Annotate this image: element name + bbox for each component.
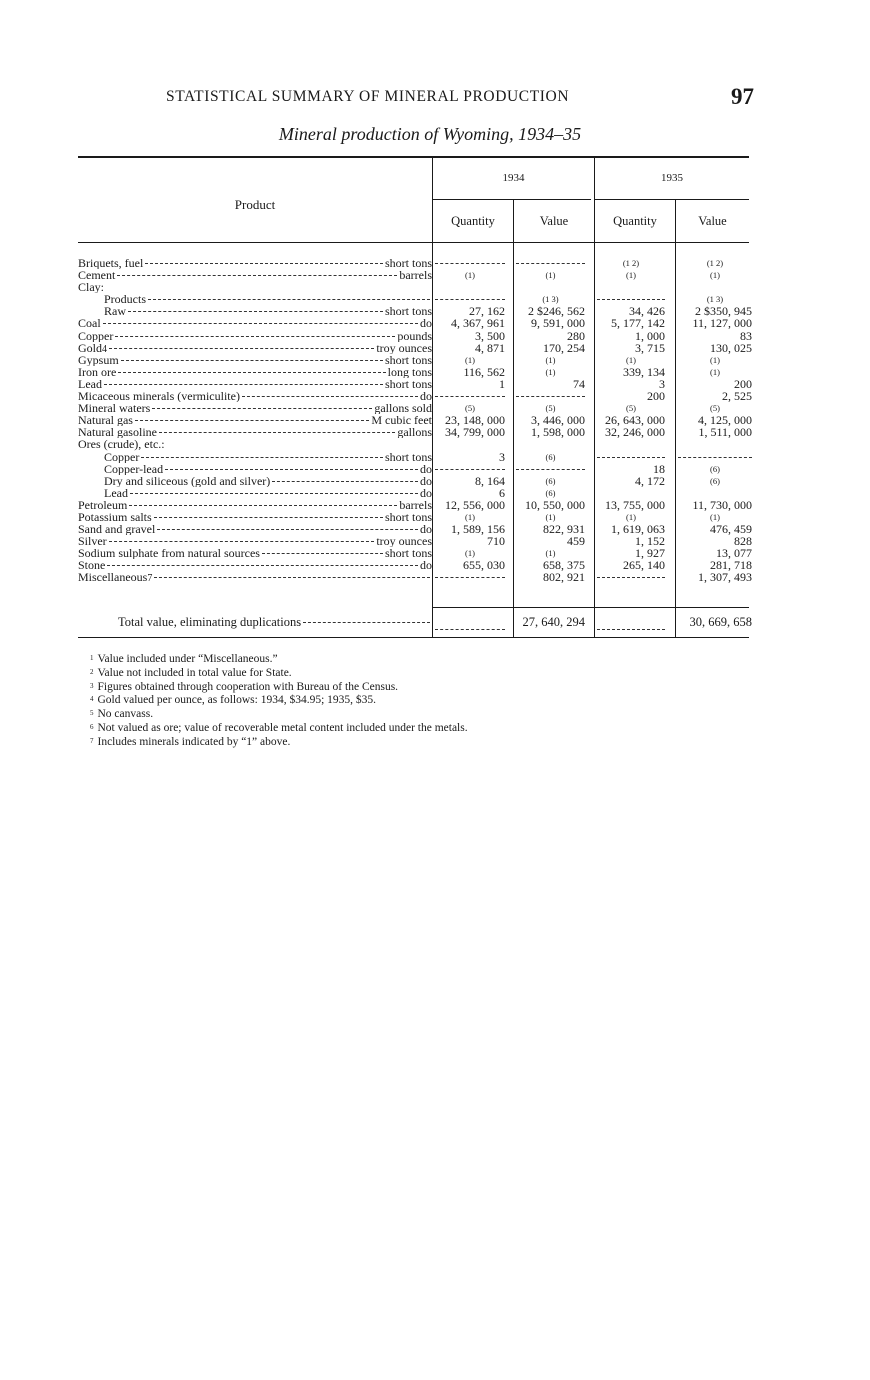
table-row — [78, 438, 758, 450]
table-row — [78, 366, 758, 378]
row-unit: pounds — [397, 329, 432, 342]
row-name: Raw — [104, 305, 126, 318]
cell-quantity-1934 — [435, 390, 505, 397]
cell-value-1934: 170, 254 — [543, 340, 585, 355]
cell-quantity-1934: 4, 871 — [475, 340, 505, 355]
table-row — [78, 269, 758, 281]
row-label — [78, 342, 432, 354]
cell-quantity-1935: 1, 000 — [635, 328, 665, 343]
dot-leader — [145, 263, 383, 264]
footnote-ref: 7 — [147, 573, 153, 584]
dot-leader — [117, 275, 397, 276]
product-header: Product — [234, 197, 276, 212]
row-name: Potassium salts — [78, 510, 152, 524]
footnote-number: 2 — [90, 667, 94, 676]
row-label — [78, 475, 432, 487]
dot-leader — [107, 565, 418, 566]
total-row — [78, 615, 758, 629]
footnote — [90, 707, 790, 721]
row-name: Lead — [78, 377, 102, 391]
cell-value-1934: (1) — [545, 366, 556, 377]
row-label — [78, 535, 432, 547]
row-label — [78, 293, 432, 305]
table-row — [78, 342, 758, 354]
cell-value-1935: 11, 730, 000 — [692, 497, 752, 512]
row-label — [78, 281, 432, 293]
cell-value-1934: 822, 931 — [543, 522, 585, 537]
cell-value-1934: 2 $246, 562 — [528, 304, 585, 319]
dot-leader — [135, 420, 369, 421]
footnote-text: Figures obtained through cooperation with Bureau of the Census. — [97, 680, 399, 693]
cell-value-1934: (1) — [545, 354, 556, 365]
cell-value-1934: (1 3) — [542, 294, 559, 305]
footnote-number: 6 — [90, 722, 94, 731]
row-name: Cement — [78, 269, 116, 282]
header-bottom-rule — [78, 242, 749, 243]
row-name: Gypsum — [78, 353, 119, 366]
row-unit: do — [420, 474, 432, 487]
cell-quantity-1935: (1) — [626, 511, 636, 522]
cell-value-1934 — [516, 390, 585, 397]
footnote-ref: 4 — [102, 343, 107, 354]
cell-value-1934: 280 — [567, 328, 585, 343]
footnote-text: Gold valued per ounce, as follows: 1934, $34.95; 1935, $35. — [97, 694, 377, 707]
cell-quantity-1934: (1) — [465, 548, 475, 559]
row-label — [78, 547, 432, 559]
row-label — [78, 571, 432, 583]
dot-leader — [165, 469, 418, 470]
row-label — [78, 269, 432, 281]
dot-leader — [104, 384, 383, 385]
row-label — [118, 615, 432, 629]
cell-value-1934: 9, 591, 000 — [531, 316, 585, 331]
cell-value-1935: (1 2) — [706, 258, 724, 268]
row-label — [78, 354, 432, 366]
cell-value-1934: (6) — [545, 487, 556, 498]
table-row — [78, 317, 758, 329]
row-name: Clay: — [78, 281, 104, 294]
cell-quantity-1934: 8, 164 — [475, 473, 505, 488]
row-name: Products — [104, 293, 146, 306]
cell-value-1935 — [678, 451, 752, 458]
dot-leader — [157, 529, 418, 530]
dot-leader — [272, 481, 418, 482]
row-label — [78, 317, 432, 329]
cell-quantity-1934: 3 — [499, 449, 505, 464]
table-row — [78, 257, 758, 269]
footnote — [90, 652, 790, 666]
running-title: STATISTICAL SUMMARY OF MINERAL PRODUCTION — [166, 88, 570, 105]
cell-quantity-1934 — [435, 257, 505, 264]
cell-value-1935: (1) — [710, 270, 720, 281]
cell-quantity-1935: 5, 177, 142 — [611, 316, 665, 331]
row-unit: short tons — [384, 353, 432, 366]
row-name: Copper — [78, 329, 114, 342]
row-label — [78, 511, 432, 523]
cell-value-1935: (1) — [710, 366, 720, 377]
row-label — [78, 390, 432, 402]
table-row — [78, 330, 758, 342]
row-unit: do — [420, 486, 432, 499]
cell-quantity-1934: 6 — [499, 485, 505, 500]
page-number: 97 — [731, 84, 754, 109]
row-label — [78, 463, 432, 475]
footnote-number: 4 — [90, 695, 94, 704]
col-header-value-1935: Value — [698, 214, 727, 228]
row-label — [78, 330, 432, 342]
row-name: Sodium sulphate from natural sources — [78, 547, 260, 560]
cell-value-1935: 2 $350, 945 — [695, 304, 752, 319]
cell-quantity-1934: 655, 030 — [463, 558, 505, 573]
footnote — [90, 735, 790, 749]
dot-leader — [130, 493, 418, 494]
cell-quantity-1934: 4, 367, 961 — [451, 316, 505, 331]
cell-value-1934 — [516, 257, 585, 264]
cell-quantity-1935: 1, 927 — [635, 546, 665, 561]
table-top-rule — [78, 156, 749, 158]
row-name: Iron ore — [78, 365, 117, 378]
row-name: Natural gas — [78, 414, 133, 427]
row-name: Petroleum — [78, 498, 128, 511]
row-unit: barrels — [399, 269, 432, 282]
row-name: Dry and siliceous (gold and silver) — [104, 474, 271, 487]
footnote — [90, 693, 790, 707]
table-row — [78, 281, 758, 293]
cell-value-1935: 83 — [740, 328, 752, 343]
total-value-1935: 30, 669, 658 — [689, 615, 752, 629]
footnote-text: Value included under “Miscellaneous.” — [97, 653, 278, 665]
cell-value-1935: 2, 525 — [722, 389, 752, 404]
year-divider-1935 — [595, 199, 749, 200]
row-unit: do — [420, 317, 432, 330]
row-name: Copper — [104, 450, 140, 463]
table-row — [78, 463, 758, 475]
footnote — [90, 666, 790, 680]
table-row — [78, 390, 758, 402]
row-name: Briquets, fuel — [78, 257, 144, 270]
row-unit: gallons — [397, 426, 432, 439]
row-name: Micaceous minerals (vermiculite) — [78, 390, 240, 403]
dot-leader — [128, 311, 383, 312]
year-header-1934: 1934 — [502, 172, 525, 184]
cell-quantity-1935: 3, 715 — [635, 340, 665, 355]
cell-quantity-1935: (5) — [626, 403, 636, 414]
row-name: Coal — [78, 317, 101, 330]
row-unit: short tons — [384, 450, 432, 463]
footnote-text: No canvass. — [97, 708, 154, 721]
cell-value-1934: 1, 598, 000 — [531, 425, 585, 440]
dot-leader — [262, 553, 383, 554]
footnote-number: 1 — [90, 654, 94, 662]
row-name: Copper-lead — [104, 462, 164, 475]
dot-leader — [154, 517, 383, 518]
cell-quantity-1935: 13, 755, 000 — [605, 497, 665, 512]
row-name: Total value, eliminating duplications — [118, 615, 302, 629]
cell-quantity-1935 — [597, 451, 665, 458]
cell-quantity-1934: 3, 500 — [475, 328, 505, 343]
cell-quantity-1935: 1, 619, 063 — [611, 522, 665, 537]
cell-value-1935: 4, 125, 000 — [698, 413, 752, 428]
dot-leader — [103, 323, 418, 324]
footnotes — [90, 652, 790, 749]
cell-quantity-1935 — [597, 293, 665, 300]
row-label — [78, 451, 432, 463]
cell-value-1935: (5) — [710, 403, 720, 414]
cell-quantity-1934: 1, 589, 156 — [451, 522, 505, 537]
table-row — [78, 499, 758, 511]
cell-value-1935: (1) — [710, 511, 720, 522]
row-unit: gallons sold — [374, 402, 432, 415]
row-unit: troy ounces — [376, 535, 432, 548]
row-unit: barrels — [399, 498, 432, 511]
dot-leader — [115, 336, 395, 337]
footnote-text: Value not included in total value for State. — [97, 666, 292, 679]
cell-quantity-1935: (1) — [626, 270, 636, 281]
cell-quantity-1934 — [435, 571, 505, 578]
cell-value-1934: (1) — [545, 270, 556, 281]
cell-value-1935: 13, 077 — [716, 546, 752, 561]
dot-leader — [303, 622, 430, 623]
row-unit: short tons — [384, 305, 432, 318]
footnote-number: 7 — [90, 736, 94, 745]
table-body — [78, 257, 758, 584]
row-label — [78, 402, 432, 414]
total-rule — [433, 607, 749, 608]
table-caption: Mineral production of Wyoming, 1934–35 — [278, 124, 582, 144]
table-bottom-rule — [78, 637, 749, 638]
row-label — [78, 559, 432, 571]
row-name: Gold — [78, 341, 102, 354]
row-unit: do — [420, 462, 432, 475]
table-row — [78, 559, 758, 571]
col-header-quantity-1935: Quantity — [613, 214, 657, 228]
row-name: Silver — [78, 535, 107, 548]
footnote — [90, 680, 790, 694]
dot-leader — [129, 505, 397, 506]
cell-value-1935: (6) — [710, 463, 720, 474]
cell-quantity-1934: 34, 799, 000 — [445, 425, 505, 440]
cell-quantity-1935: 3 — [659, 376, 665, 391]
cell-quantity-1935: (1) — [626, 354, 636, 365]
row-label — [78, 438, 432, 450]
cell-quantity-1934: 23, 148, 000 — [445, 413, 505, 428]
cell-quantity-1935: 26, 643, 000 — [605, 413, 665, 428]
dot-leader — [152, 408, 372, 409]
row-name: Miscellaneous — [78, 571, 148, 584]
footnote-text: Includes minerals indicated by “1” above. — [97, 735, 291, 748]
cell-quantity-1934: 710 — [487, 534, 505, 549]
table-row — [78, 451, 758, 463]
row-name: Lead — [104, 486, 128, 499]
year-divider-1934 — [433, 199, 591, 200]
row-unit: short tons — [384, 377, 432, 391]
total-value-1934: 27, 640, 294 — [522, 615, 585, 629]
cell-value-1935: 130, 025 — [710, 340, 752, 355]
cell-value-1935: 476, 459 — [710, 522, 752, 537]
cell-value-1935: 828 — [734, 534, 752, 549]
cell-value-1935: (6) — [710, 475, 720, 486]
row-unit: do — [420, 523, 432, 536]
page-header — [166, 86, 756, 112]
cell-value-1934: 74 — [573, 376, 585, 391]
footnote-number: 5 — [90, 709, 94, 718]
row-unit: do — [420, 559, 432, 572]
footnote-number: 3 — [90, 681, 94, 690]
cell-value-1934: 3, 446, 000 — [531, 413, 585, 428]
row-name: Stone — [78, 559, 106, 572]
cell-quantity-1935: 4, 172 — [635, 473, 665, 488]
row-name: Sand and gravel — [78, 523, 156, 536]
row-label — [78, 499, 432, 511]
row-label — [78, 414, 432, 426]
cell-value-1934: (6) — [545, 451, 556, 462]
table-row — [78, 475, 758, 487]
table-row — [78, 426, 758, 438]
cell-quantity-1934: (1) — [465, 270, 475, 281]
footnote — [90, 721, 790, 735]
row-unit: M cubic feet — [371, 414, 432, 427]
dot-leader — [242, 396, 418, 397]
row-unit: short tons — [384, 510, 432, 524]
row-label — [78, 378, 432, 390]
cell-quantity-1935 — [597, 571, 665, 578]
dot-leader — [121, 360, 383, 361]
cell-value-1934: (6) — [545, 475, 556, 486]
row-unit: troy ounces — [376, 341, 432, 354]
dot-leader — [148, 299, 430, 300]
table-row — [78, 571, 758, 583]
row-label — [78, 426, 432, 438]
row-label — [78, 305, 432, 317]
cell-quantity-1935: 200 — [647, 389, 665, 404]
cell-value-1934: (5) — [545, 403, 556, 414]
year-header-1935: 1935 — [661, 172, 683, 184]
cell-quantity-1934: 27, 162 — [469, 304, 505, 319]
row-label — [78, 257, 432, 269]
cell-quantity-1934: (1) — [465, 354, 475, 365]
cell-value-1935: 1, 307, 493 — [698, 570, 752, 585]
row-label — [78, 366, 432, 378]
dot-leader — [159, 432, 395, 433]
cell-quantity-1935: 265, 140 — [623, 558, 665, 573]
cell-quantity-1934: 1 — [499, 376, 505, 391]
cell-quantity-1935: 18 — [653, 461, 665, 476]
cell-value-1934 — [516, 463, 585, 470]
cell-value-1935: 1, 511, 000 — [698, 425, 752, 440]
cell-quantity-1934: (1) — [465, 511, 475, 522]
row-unit: do — [420, 390, 432, 403]
cell-quantity-1935: 34, 426 — [629, 304, 665, 319]
cell-quantity-1934: (5) — [465, 403, 475, 414]
row-unit: short tons — [384, 257, 432, 270]
dot-leader — [109, 541, 375, 542]
cell-value-1935: (1 3) — [706, 294, 724, 305]
cell-quantity-1935: 339, 134 — [623, 364, 665, 379]
cell-value-1934: 658, 375 — [543, 558, 585, 573]
cell-value-1934: (1) — [545, 548, 556, 559]
cell-value-1934: 459 — [567, 534, 585, 549]
cell-quantity-1934: 12, 556, 000 — [445, 497, 505, 512]
footnote-text: Not valued as ore; value of recoverable metal content included under the metals. — [97, 721, 468, 734]
row-unit: short tons — [384, 547, 432, 560]
dot-leader — [141, 457, 383, 458]
dot-leader — [118, 372, 385, 373]
cell-quantity-1935: 1, 152 — [635, 534, 665, 549]
total-quantity-1935 — [597, 615, 665, 630]
cell-value-1935: (1) — [710, 354, 720, 365]
cell-quantity-1934 — [435, 463, 505, 470]
row-name: Mineral waters — [78, 402, 151, 415]
cell-value-1935: 200 — [734, 376, 752, 391]
cell-quantity-1934 — [435, 293, 505, 300]
dot-leader — [154, 577, 430, 578]
row-unit: long tons — [387, 365, 432, 378]
col-header-value-1934: Value — [539, 214, 569, 228]
row-name: Natural gasoline — [78, 426, 157, 439]
col-header-quantity-1934: Quantity — [451, 214, 495, 228]
row-name: Ores (crude), etc.: — [78, 438, 165, 451]
cell-value-1935: 11, 127, 000 — [692, 316, 752, 331]
dot-leader — [109, 348, 374, 349]
cell-value-1934: 802, 921 — [543, 570, 585, 585]
total-quantity-1934 — [435, 615, 505, 630]
cell-quantity-1934: 116, 562 — [463, 364, 505, 379]
row-label — [78, 523, 432, 535]
row-label — [78, 487, 432, 499]
cell-value-1935: 281, 718 — [710, 558, 752, 573]
cell-quantity-1935: (1 2) — [622, 258, 640, 268]
cell-quantity-1935: 32, 246, 000 — [605, 425, 665, 440]
cell-value-1934: 10, 550, 000 — [525, 497, 585, 512]
cell-value-1934: (1) — [545, 511, 556, 522]
